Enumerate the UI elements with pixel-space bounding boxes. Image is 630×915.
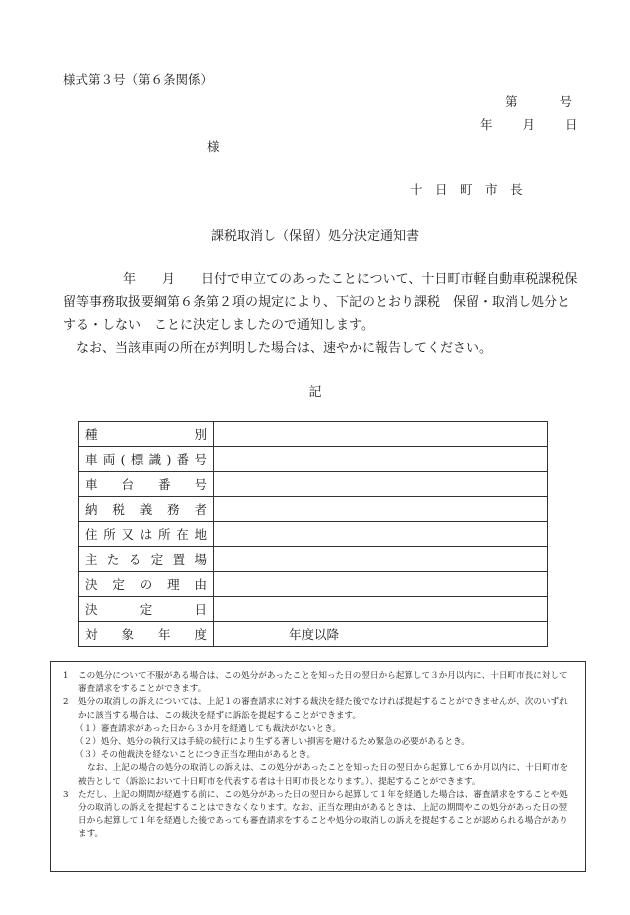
row-label: 車両(標識)番号 — [79, 447, 214, 472]
row-value[interactable] — [214, 497, 548, 522]
table-row — [79, 522, 548, 547]
row-value[interactable] — [214, 447, 548, 472]
row-label: 対象年度 — [79, 622, 214, 647]
table-row — [79, 447, 548, 472]
row-label: 主たる定置場 — [79, 547, 214, 572]
row-label: 種別 — [79, 422, 214, 447]
row-value[interactable]: 年度以降 — [214, 622, 548, 647]
table-row — [79, 622, 548, 647]
row-label: 決定日 — [79, 597, 214, 622]
note-number: 3 — [63, 789, 69, 800]
date-month: 月 — [522, 117, 536, 132]
date-day: 日 — [565, 117, 578, 132]
note-text: この処分について不服がある場合は、この処分があったことを知った日の翌日から起算して３か月以内に、十日町市長に対して審査請求をすることができます。 — [78, 671, 568, 695]
note-1 — [63, 670, 575, 696]
form-number-label: 様式第３号（第６条関係） — [63, 72, 214, 87]
document-title: 課税取消し（保留）処分決定通知書 — [210, 229, 419, 244]
row-value[interactable] — [214, 572, 548, 597]
body-text — [63, 268, 583, 360]
row-label: 住所又は所在地 — [79, 522, 214, 547]
table-row — [79, 422, 548, 447]
issue-date — [480, 115, 578, 133]
issuer-name: 十 日 町 市 長 — [410, 182, 523, 197]
ki-label: 記 — [308, 385, 322, 400]
note-3 — [63, 789, 575, 842]
note-2-paragraph: なお、上記の場合の処分の取消しの訴えは、この処分があったことを知った日の翌日から起算して６か月以内に、十日町市を被告として（訴訟において十日町市を代表する者は十日町市長となります。）、提起することができます。 — [78, 763, 569, 787]
note-2-sub-3: （３）その他裁決を経ないことにつき正当な理由があるとき。 — [75, 750, 316, 761]
table-row — [79, 472, 548, 497]
note-2 — [63, 696, 575, 722]
row-value[interactable] — [214, 422, 548, 447]
notes-box — [50, 661, 586, 872]
note-text: 処分の取消しの訴えについては、上記１の審査請求に対する裁決を経た後でなければ提起することができませんが、次のいずれかに該当する場合は、この裁決を経ずに訴訟を提起することができます。 — [78, 697, 568, 721]
note-2-sub-1: （１）審査請求があった日から３か月を経過しても裁決がないとき。 — [75, 723, 341, 734]
date-year: 年 — [480, 117, 493, 132]
table-row — [79, 497, 548, 522]
number-suffix: 号 — [559, 94, 573, 109]
note-2-sub-2: （２）処分、処分の執行又は手続の続行により生ずる著しい損害を避けるため緊急の必要があるとき。 — [75, 737, 470, 748]
note-text: ただし、上記の期間が経過する前に、この処分があった日の翌日から起算して１年を経過した場合は、審査請求をすることや処分の取消しの訴えを提起することはできなくなります。なお、正当な理由があるときは、上記の期間やこの処分があった日の翌日から起算して１年を経過した後であっても審査請求をすることや処分の取消しの訴えを提起することが認められる場合があります。 — [78, 789, 568, 840]
body-paragraph-1: 年 月 日付で申立てのあったことについて、十日町市軽自動車税課税保留等事務取扱要綱第６条第２項の規定により、下記のとおり課税 保留・取消し処分と する・しない ことに決定しましたので通知します。 — [63, 272, 584, 333]
row-label: 車台番号 — [79, 472, 214, 497]
row-label: 決定の理由 — [79, 572, 214, 597]
body-paragraph-2: なお、当該車両の所在が判明した場合は、速やかに報告してください。 — [76, 341, 493, 356]
note-number: 1 — [63, 671, 69, 681]
addressee: 様 — [207, 139, 220, 154]
row-value[interactable] — [214, 472, 548, 497]
table-row — [79, 572, 548, 597]
row-value[interactable] — [214, 522, 548, 547]
table-row — [79, 547, 548, 572]
table-row — [79, 597, 548, 622]
document-number — [505, 92, 572, 110]
row-value[interactable] — [214, 547, 548, 572]
row-label: 納税義務者 — [79, 497, 214, 522]
details-table — [78, 421, 548, 647]
number-prefix: 第 — [505, 94, 518, 109]
row-value[interactable] — [214, 597, 548, 622]
note-number: 2 — [63, 697, 69, 708]
